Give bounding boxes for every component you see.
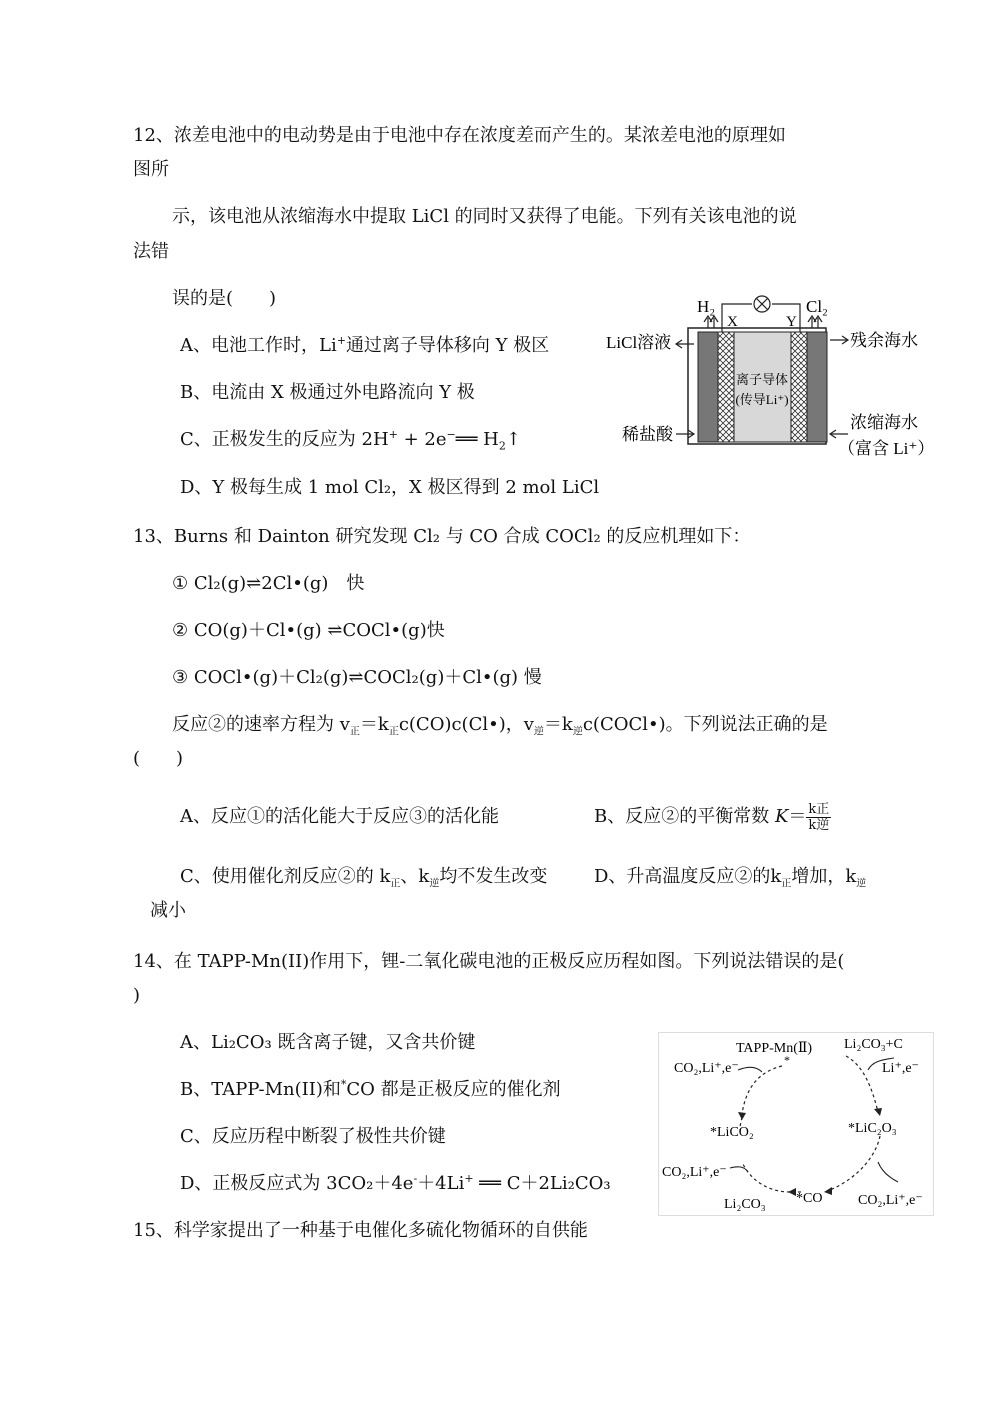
q12-line1: 12、浓差电池中的电动势是由于电池中存在浓度差而产生的。某浓差电池的原理如 xyxy=(133,125,786,146)
label-x: X xyxy=(727,314,738,330)
reaction-cycle-figure xyxy=(658,1032,934,1216)
label-y: Y xyxy=(786,314,797,330)
label-conductor-sub: (传导Li⁺) xyxy=(735,392,789,407)
label-h2: H₂ xyxy=(697,297,716,316)
electrode-y xyxy=(807,332,827,442)
label-li2co3-c: Li₂CO₃+C xyxy=(844,1037,903,1052)
q12-option-c: C、正极发生的反应为 2H+ + 2e−══ $H_2↑$ xyxy=(180,428,521,453)
label-co2-li-e-top-left: CO₂,Li⁺,e⁻ xyxy=(674,1061,739,1076)
q12-option-b: B、电流由 X 极通过外电路流向 Y 极 xyxy=(180,382,475,403)
label-conc: 浓缩海水 xyxy=(850,413,918,432)
q13-option-d-end: 减小 xyxy=(150,900,186,921)
label-co: *CO xyxy=(796,1191,823,1206)
q14-option-b: B、TAPP-Mn(II)和*CO 都是正极反应的催化剂 xyxy=(180,1078,561,1100)
q15-line1: 15、科学家提出了一种基于电催化多硫化物循环的自供能 xyxy=(133,1220,588,1241)
q14-option-d: D、正极反应式为 3CO₂＋4e-＋4Li+ ══ C＋2Li₂CO₃ xyxy=(180,1172,611,1194)
label-rich: （富含 Li⁺） xyxy=(838,439,935,458)
label-li2co3: Li₂CO₃ xyxy=(724,1197,766,1212)
fraction: $\frac{\text{k正}}{\text{k逆}}$ xyxy=(808,801,830,833)
electrode-x xyxy=(698,332,718,442)
label-lico2: *LiCO₂ xyxy=(710,1125,754,1140)
label-co2-li-e-left: CO₂,Li⁺,e⁻ xyxy=(662,1165,727,1180)
label-star: * xyxy=(784,1053,790,1067)
label-conductor: 离子导体 xyxy=(735,372,789,387)
q13-option-d: D、升高温度反应②的$k_正$增加，$k_逆$ xyxy=(594,866,867,890)
label-li-e-top: Li⁺,e⁻ xyxy=(882,1061,919,1076)
concentration-cell-figure xyxy=(600,288,940,468)
q13-step3: ③ COCl•(g)＋Cl₂(g)⇌COCl₂(g)＋Cl•(g) 慢 xyxy=(172,667,542,688)
q14-line2: ) xyxy=(133,985,141,1006)
q12-line3: 示，该电池从浓缩海水中提取 LiCl 的同时又获得了电能。下列有关该电池的说 xyxy=(172,206,797,227)
q12-option-d: D、Y 极每生成 1 mol Cl₂，X 极区得到 2 mol LiCl xyxy=(180,477,600,498)
q14-option-c: C、反应历程中断裂了极性共价键 xyxy=(180,1126,446,1147)
label-residual: 残余海水 xyxy=(850,331,918,350)
label-cl2: Cl₂ xyxy=(806,297,828,316)
q13-step2: ② CO(g)＋Cl•(g) ⇌COCl•(g)快 xyxy=(172,620,445,641)
q12-line5: 误的是( ) xyxy=(172,288,277,309)
q13-option-c: C、使用催化剂反应②的 $k_正$、$k_逆$均不发生改变 xyxy=(180,866,548,890)
label-co2-li-e-bottom-right: CO₂,Li⁺,e⁻ xyxy=(858,1193,923,1208)
label-licl: LiCl溶液 xyxy=(606,333,672,352)
q13-rate-equation: 反应②的速率方程为 $v_正=k_正c(CO)c(Cl•)$，$v_逆=k_逆c(COCl•)$。下列说法正确的是 xyxy=(172,714,828,738)
q12-line4: 法错 xyxy=(133,241,169,262)
q13-option-b: B、反应②的平衡常数 K＝ $\frac{\text{k正}}{\text{k逆}}$ xyxy=(594,801,830,833)
q13-line1: 13、Burns 和 Dainton 研究发现 Cl₂ 与 CO 合成 COCl₂ 的反应机理如下： xyxy=(133,526,751,547)
q13-option-a: A、反应①的活化能大于反应③的活化能 xyxy=(180,806,499,827)
label-lic2o3: *LiC₂O₃ xyxy=(848,1121,897,1136)
q12-option-a: A、电池工作时，Li+通过离子导体移向 Y 极区 xyxy=(180,334,550,356)
q13-step1: ① Cl₂(g)⇌2Cl•(g) 快 xyxy=(172,573,365,594)
q13-paren: ( ) xyxy=(133,748,184,769)
label-hcl: 稀盐酸 xyxy=(622,425,673,444)
label-tapp: TAPP-Mn(Ⅱ) xyxy=(736,1041,813,1056)
q14-line1: 14、在 TAPP-Mn(II)作用下，锂-二氧化碳电池的正极反应历程如图。下列说法错误的是( xyxy=(133,951,845,972)
q12-line2: 图所 xyxy=(133,159,169,180)
q14-option-a: A、Li₂CO₃ 既含离子键，又含共价键 xyxy=(180,1032,476,1053)
